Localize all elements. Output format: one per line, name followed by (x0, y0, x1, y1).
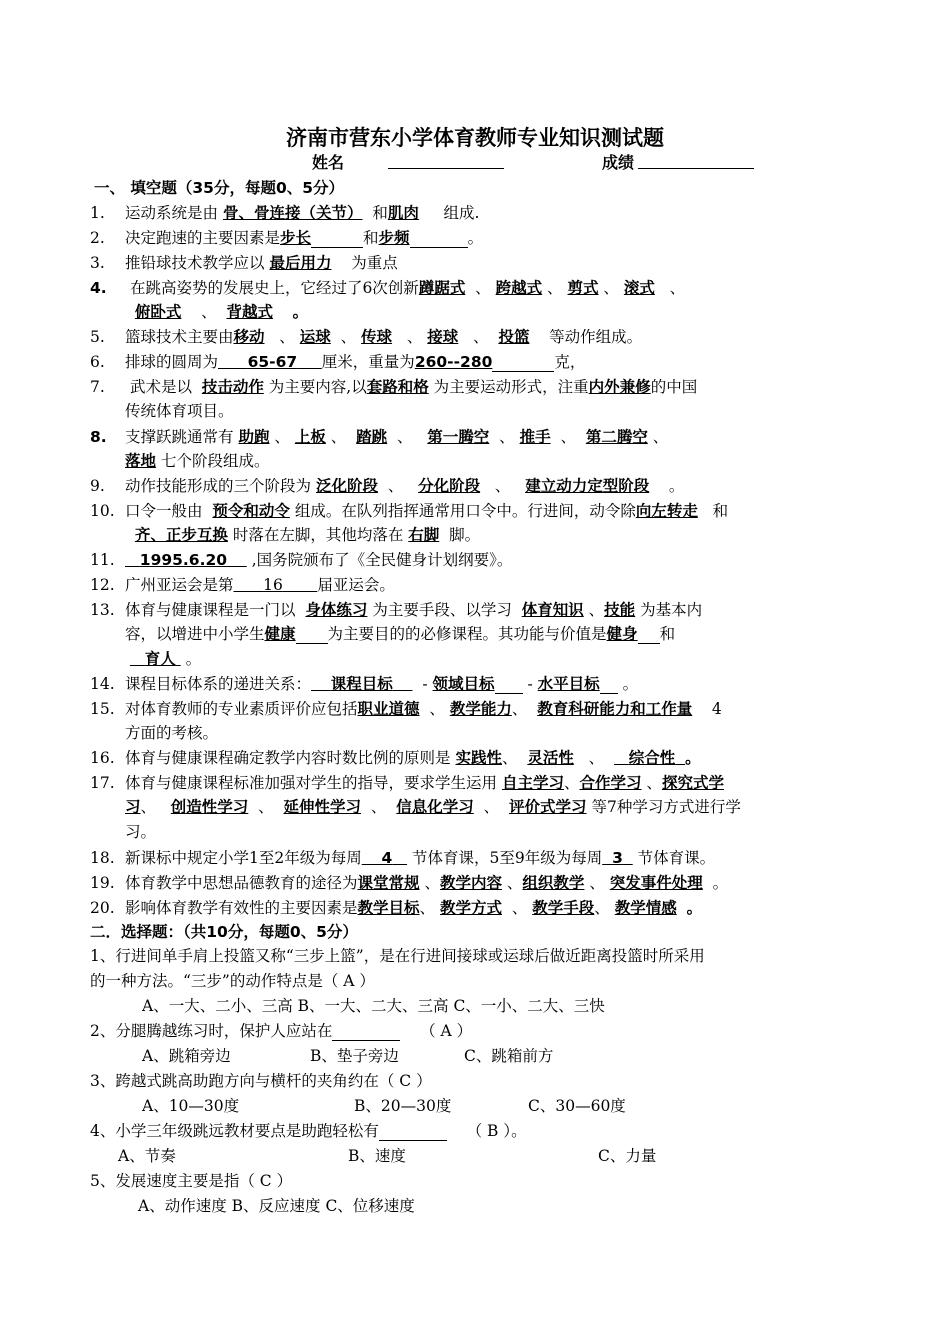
question-11: 11. 1995.6.20 ,国务院颁布了《全民健身计划纲要》。 (90, 551, 513, 569)
question-17: 17. 体育与健康课程标准加强对学生的指导，要求学生运用 自主学习、合作学习 、探究式学 (90, 774, 724, 792)
answer: 助跑 (238, 428, 270, 446)
answer: 传球 (361, 328, 393, 346)
answer: 步频 (378, 229, 410, 247)
choice-1-options: A、一大、二小、三高 B、一大、二大、三高 C、一小、二大、三快 (142, 997, 605, 1015)
answer: 落地 (125, 452, 157, 470)
question-3: 3. 推铅球技术教学应以 最后用力 为重点 (90, 254, 398, 272)
answer: 上板 (294, 428, 326, 446)
answer: 接球 (427, 328, 459, 346)
answer: 延伸性学习 (283, 798, 362, 816)
question-5: 5. 篮球技术主要由移动 、 运球 、 传球 、 接球 、 投篮 等动作组成。 (90, 328, 643, 346)
answer: 踏跳 (356, 428, 388, 446)
question-6: 6. 排球的圆周为 65-67 厘米，重量为260--280 克， (90, 353, 586, 371)
answer: 俯卧式 (134, 303, 182, 321)
name-label: 姓名 (312, 153, 345, 172)
question-10-cont: 齐、正步互换 时落在左脚，其他均落在 右脚 脚。 (134, 526, 481, 544)
answer: 套路和格 (366, 378, 429, 396)
answer: 评价式学习 (509, 798, 587, 816)
answer: 身体练习 (305, 601, 368, 619)
answer: 最后用力 (269, 254, 332, 272)
answer: 滚式 (623, 279, 655, 297)
question-10: 10. 口令一般由 预令和动令 组成。在队列指挥通常用口令中。行进间，动令除向左转走 和 (90, 502, 729, 520)
choice-5: 5、发展速度主要是指（ C ） (90, 1172, 293, 1190)
answer: 跨越式 (495, 279, 543, 297)
answer: 健康 (264, 625, 296, 643)
question-16: 16. 体育与健康课程确定教学内容时数比例的原则是 实践性、 灵活性 、 综合性 。 (90, 749, 701, 767)
answer: 育人 (144, 650, 176, 668)
answer: 4 (381, 849, 393, 867)
answer: 教育科研能力和工作量 (537, 700, 693, 718)
answer: 自主学习 (501, 774, 564, 792)
answer: 领域目标 (432, 675, 495, 693)
answer: 突发事件处理 (609, 874, 703, 892)
answer: 信息化学习 (396, 798, 474, 816)
answer: 技能 (604, 601, 636, 619)
answer: 齐、正步互换 (134, 526, 228, 544)
answer: 内外兼修 (588, 378, 651, 396)
exam-page: 济南市营东小学体育教师专业知识测试题 姓名 成绩 一、 填空题（35分，每题0、5分） 1. 运动系统是由 骨、骨连接（关节） 和肌肉 组成. 2. 决定跑速的主要因素是步长 和步频 。 3. 推铅球技术教学应以 最后用力 为重点 4. 在跳高姿势的发展史上，它经过了6次创新蹲踞式 、 跨越式 、 剪式 、 滚式 、 俯卧式 、 背越式 。 5. 篮球技术主要由移动 、 运球 、 传球 、 接球 、 投篮 等动作组成。 6. 排球的圆周为 65-67 厘米，重量为260--280 克， 7. 武术是以 技击动作 为主要内容,以套路和格 为主要运动形式，注重内外兼修的中国 传统体育项目。 8. 支撑跃跳通常有 助跑 、 上板 、 踏跳 、 第一腾空 、 推手 、 第二腾空 、 落地 七个阶段组成。 9. 动作技能形成的三个阶段为 泛化阶段 、 分化阶段 、 建立动力定型阶段 。 10. 口令一般由 预令和动令 组成。在队列指挥通常用口令中。行进间，动令除向左转走 和 齐、正步互换 时落在左脚，其他均落在 右脚 脚。 11. 1995.6.20 ,国务院颁布了《全民健身计划纲要》。 12. 广州亚运会是第 16 届亚运会。 13. 体育与健康课程是一门以 身体练习 为主要手段、以学习 体育知识 、技能 为基本内 容，以增进中小学生健康 为主要目的的必修课程。其功能与价值是健身 和 育人 。 14. 课程目标体系的递进关系： 课程目标 - 领域目标 - 水平目标 。 15. 对体育教师的专业素质评价应包括职业道德 、 教学能力、 教育科研能力和工作量 4 方面的考核。 16. 体育与健康课程确定教学内容时数比例的原则是 实践性、 灵活性 、 综合性 。 17. 体育与健康课程标准加强对学生的指导，要求学生运用 自主学习、合作学习 、探究式学 习、 创造性学习 、 延伸性学习 、 信息化学习 、 评价式学习 等7种学习方式进行学 习。 18. 新课标中规定小学1至2年级为每周 4 节体育课，5至9年级为每周 3 节体育课。 19. 体育教学中思想品德教育的途径为课堂常规 、教学内容 、组织教学 、 突发事件处理 。 20. 影响体育教学有效性的主要因素是教学目标、 教学方式 、 教学手段、 教学情感 。 二．选择题：（共10分，每题0、5分） 1、行进间单手肩上投篮又称“三步上篮”，是在行进间接球或运球后做近距离投篮时所采用 的一种方法。“三步”的动作特点是（ A ） A、一大、二小、三高 B、一大、二大、三高 C、一小、二大、三快 2、分腿腾越练习时，保护人应站在 （ A ） A、跳箱旁边 B、垫子旁边 C、跳箱前方 3、跨越式跳高助跑方向与横杆的夹角约在（ C ） A、10—30度 B、20—30度 C、30—60度 4、小学三年级跳远教材要点是助跑轻松有 （ B ）。 A、节奏 B、速度 C、力量 5、发展速度主要是指（ C ） A、动作速度 B、反应速度 C、位移速度 (0, 0, 950, 1344)
answer: 步长 (280, 229, 312, 247)
answer: 体育知识 (521, 601, 584, 619)
question-20: 20. 影响体育教学有效性的主要因素是教学目标、 教学方式 、 教学手段、 教学情感 。 (90, 899, 703, 917)
answer: 教学内容 (439, 874, 502, 892)
answer: 投篮 (498, 328, 530, 346)
question-15-cont: 方面的考核。 (125, 724, 219, 742)
question-12: 12. 广州亚运会是第 16 届亚运会。 (90, 576, 395, 594)
answer: 运球 (299, 328, 331, 346)
answer: 肌肉 (387, 204, 419, 222)
name-score-row (0, 150, 950, 174)
answer: 预令和动令 (212, 502, 290, 520)
question-17-cont: 习、 创造性学习 、 延伸性学习 、 信息化学习 、 评价式学习 等7种学习方式进行学 (125, 798, 741, 816)
choice-1-cont: 的一种方法。“三步”的动作特点是（ A ） (90, 972, 375, 990)
answer: 实践性 (455, 749, 502, 767)
answer: 背越式 (226, 303, 273, 321)
question-14: 14. 课程目标体系的递进关系： 课程目标 - 领域目标 - 水平目标 。 (90, 675, 639, 693)
score-field (638, 152, 754, 169)
choice-5-options: A、动作速度 B、反应速度 C、位移速度 (138, 1197, 415, 1215)
answer: 260--280 (414, 353, 493, 371)
question-13-cont: 容，以增进中小学生健康 为主要目的的必修课程。其功能与价值是健身 和 (125, 625, 676, 643)
answer: 探究式学 (661, 774, 724, 792)
question-8: 8. 支撑跃跳通常有 助跑 、 上板 、 踏跳 、 第一腾空 、 推手 、 第二腾空 、 (90, 428, 669, 446)
answer: 向左转走 (635, 502, 698, 520)
answer: 职业道德 (357, 700, 420, 718)
section-choice-heading: 二．选择题：（共10分，每题0、5分） (90, 923, 358, 941)
score-label: 成绩 (602, 153, 635, 172)
question-7-cont: 传统体育项目。 (125, 402, 234, 420)
page-title: 济南市营东小学体育教师专业知识测试题 (286, 126, 664, 150)
question-18: 18. 新课标中规定小学1至2年级为每周 4 节体育课，5至9年级为每周 3 节体育课。 (90, 849, 716, 867)
answer: 水平目标 (537, 675, 600, 693)
question-7: 7. 武术是以 技击动作 为主要内容,以套路和格 为主要运动形式，注重内外兼修的中国 (90, 378, 698, 396)
answer: 教学目标 (357, 899, 420, 917)
answer: 蹲踞式 (418, 279, 466, 297)
answer: 课堂常规 (357, 874, 420, 892)
answer: 教学能力 (449, 700, 512, 718)
question-13: 13. 体育与健康课程是一门以 身体练习 为主要手段、以学习 体育知识 、技能 为基本内 (90, 601, 703, 619)
question-9: 9. 动作技能形成的三个阶段为 泛化阶段 、 分化阶段 、 建立动力定型阶段 。 (90, 477, 685, 495)
choice-2: 2、分腿腾越练习时，保护人应站在 （ A ） (90, 1022, 473, 1040)
answer: 合作学习 (579, 774, 642, 792)
answer: 课程目标 (330, 675, 393, 693)
answer: 第一腾空 (427, 428, 490, 446)
answer: 泛化阶段 (315, 477, 378, 495)
answer: 剪式 (567, 279, 599, 297)
section-fill-in-heading: 一、 填空题（35分，每题0、5分） (94, 179, 345, 197)
question-8-cont: 落地 七个阶段组成。 (125, 452, 270, 470)
answer: 教学方式 (439, 899, 502, 917)
answer: 第二腾空 (585, 428, 648, 446)
question-17-cont2: 习。 (125, 823, 157, 841)
answer: 16 (263, 576, 283, 594)
question-2: 2. 决定跑速的主要因素是步长 和步频 。 (90, 229, 484, 247)
question-1: 1. 运动系统是由 骨、骨连接（关节） 和肌肉 组成. (90, 204, 480, 222)
answer: 教学情感 (614, 899, 677, 917)
question-15: 15. 对体育教师的专业素质评价应包括职业道德 、 教学能力、 教育科研能力和工作量 4 (90, 700, 722, 718)
answer: 移动 (233, 328, 265, 346)
answer: 分化阶段 (418, 477, 481, 495)
answer: 1995.6.20 (139, 551, 228, 569)
answer: 灵活性 (527, 749, 574, 767)
answer: 健身 (606, 625, 638, 643)
question-4-cont: 俯卧式 、 背越式 。 (134, 303, 309, 321)
answer: 推手 (519, 428, 551, 446)
answer: 右脚 (408, 526, 440, 544)
question-4: 4. 在跳高姿势的发展史上，它经过了6次创新蹲踞式 、 跨越式 、 剪式 、 滚式 、 (90, 279, 686, 297)
answer: 建立动力定型阶段 (525, 477, 650, 495)
answer: 综合性 (628, 749, 676, 767)
question-13-cont2: 育人 。 (144, 650, 202, 668)
choice-4: 4、小学三年级跳远教材要点是助跑轻松有 （ B ）。 (90, 1122, 527, 1140)
choice-3: 3、跨越式跳高助跑方向与横杆的夹角约在（ C ） (90, 1072, 432, 1090)
answer: 3 (612, 849, 623, 867)
question-19: 19. 体育教学中思想品德教育的途径为课堂常规 、教学内容 、组织教学 、 突发事件处理 。 (90, 874, 729, 892)
answer: 65-67 (247, 353, 298, 371)
answer: 组织教学 (522, 874, 585, 892)
answer: 创造性学习 (170, 798, 249, 816)
name-field (388, 152, 504, 169)
answer: 技击动作 (201, 378, 264, 396)
answer: 习 (125, 798, 141, 816)
answer: 骨、骨连接（关节） (222, 204, 363, 222)
choice-1: 1、行进间单手肩上投篮又称“三步上篮”，是在行进间接球或运球后做近距离投篮时所采用 (90, 947, 705, 965)
answer: 教学手段 (532, 899, 595, 917)
